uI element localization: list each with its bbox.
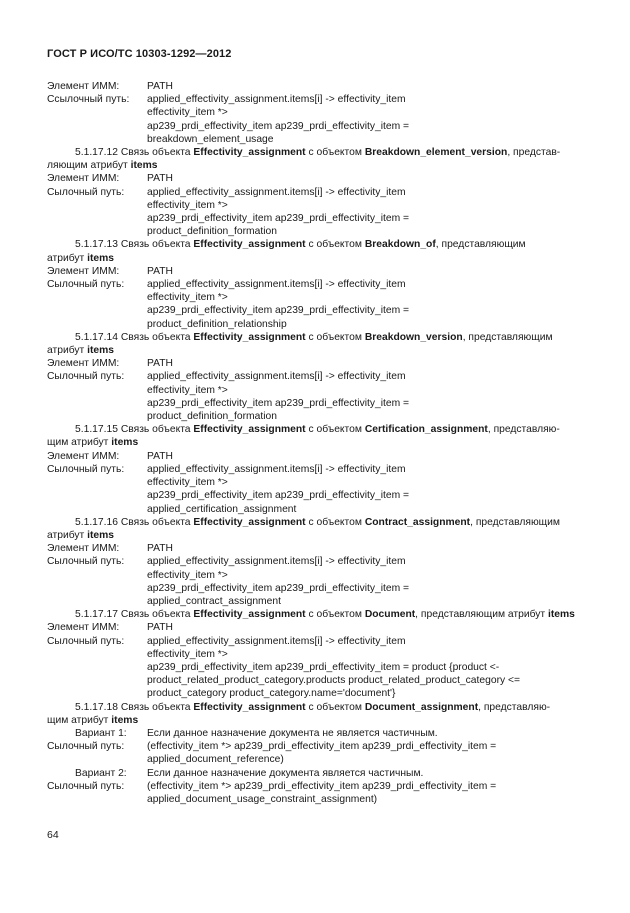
ref-path-row xyxy=(47,93,583,146)
path-line: applied_effectivity_assignment.items[i] -> effectivity_item xyxy=(147,556,406,568)
element-row xyxy=(47,265,583,278)
element-label: Элемент ИММ: xyxy=(47,173,120,185)
path-value: PATH xyxy=(147,265,173,277)
path-line: applied_effectivity_assignment.items[i] -> effectivity_item xyxy=(147,635,406,647)
section-heading-5-1-17-12: 5.1.17.12 Связь объекта Effectivity_assignment с объектом Breakdown_element_version, представ- xyxy=(75,147,561,159)
section-wrap-line: атрибут items xyxy=(47,252,115,264)
path-line: ap239_prdi_effectivity_item ap239_prdi_effectivity_item = xyxy=(147,305,410,317)
section-wrap-line: атрибут items xyxy=(47,345,115,357)
variant1-row xyxy=(47,727,583,740)
variant2-label: Вариант 2: xyxy=(75,767,127,779)
path-line: product_related_product_category.products product_related_product_category <= xyxy=(147,675,521,687)
path-line: applied_effectivity_assignment.items[i] -> effectivity_item xyxy=(147,186,406,198)
path-value: PATH xyxy=(147,173,173,185)
element-row xyxy=(47,80,583,93)
ref-path-label: Сылочный путь: xyxy=(47,186,125,198)
path-value: PATH xyxy=(147,358,173,370)
path-line: applied_effectivity_assignment.items[i] -> effectivity_item xyxy=(147,371,406,383)
section-wrap-line: щим атрибут items xyxy=(47,714,139,726)
variant2-path-row xyxy=(47,780,583,806)
path-line: effectivity_item *> xyxy=(147,292,228,304)
path-line: applied_document_reference) xyxy=(147,754,284,766)
section-wrap-line: атрибут items xyxy=(47,529,115,541)
path-line: applied_document_usage_constraint_assignment) xyxy=(147,793,378,805)
section-wrap-line: щим атрибут items xyxy=(47,437,139,449)
ref-path-row xyxy=(47,186,583,239)
variant1-text: Если данное назначение документа не является частичным. xyxy=(147,727,438,739)
ref-path-label: Сылочный путь: xyxy=(47,635,125,647)
element-row xyxy=(47,542,583,555)
element-label: Элемент ИММ: xyxy=(47,450,120,462)
path-line: (effectivity_item *> ap239_prdi_effectivity_item ap239_prdi_effectivity_item = xyxy=(147,741,497,753)
path-line: ap239_prdi_effectivity_item ap239_prdi_effectivity_item = xyxy=(147,397,410,409)
variant1-label: Вариант 1: xyxy=(75,727,127,739)
path-line: (effectivity_item *> ap239_prdi_effectivity_item ap239_prdi_effectivity_item = xyxy=(147,780,497,792)
path-line: ap239_prdi_effectivity_item ap239_prdi_effectivity_item = product {product <- xyxy=(147,661,500,673)
ref-path-label: Сылочный путь: xyxy=(47,556,125,568)
path-line: effectivity_item *> xyxy=(147,477,228,489)
path-line: ap239_prdi_effectivity_item ap239_prdi_effectivity_item = xyxy=(147,490,410,502)
section-heading-5-1-17-14: 5.1.17.14 Связь объекта Effectivity_assignment с объектом Breakdown_version, представляющим xyxy=(75,331,553,343)
path-line: product_definition_formation xyxy=(147,411,277,423)
element-label: Элемент ИММ: xyxy=(47,81,120,92)
path-line: ap239_prdi_effectivity_item ap239_prdi_effectivity_item = xyxy=(147,582,410,594)
section-heading-5-1-17-18: 5.1.17.18 Связь объекта Effectivity_assignment с объектом Document_assignment, представляю- xyxy=(75,701,551,713)
variant2-row xyxy=(47,767,583,780)
path-line: applied_effectivity_assignment.items[i] -> effectivity_item xyxy=(147,279,406,291)
element-label: Элемент ИММ: xyxy=(47,622,120,634)
element-row xyxy=(47,357,583,370)
ref-path-row xyxy=(47,555,583,608)
element-label: Элемент ИММ: xyxy=(47,358,120,370)
ref-path-label: Сылочный путь: xyxy=(47,371,125,383)
ref-path-row xyxy=(47,635,583,701)
path-line: product_definition_relationship xyxy=(147,318,287,330)
ref-path-label: Ссылочный путь: xyxy=(47,94,130,106)
path-value: PATH xyxy=(147,543,173,555)
element-label: Элемент ИММ: xyxy=(47,265,120,277)
path-line: product_category product_category.name='document'} xyxy=(147,688,396,700)
ref-path-row xyxy=(47,278,583,331)
element-label: Элемент ИММ: xyxy=(47,543,120,555)
section-wrap-line: ляющим атрибут items xyxy=(47,160,158,172)
page-number: 64 xyxy=(47,829,59,841)
element-row xyxy=(47,450,583,463)
ref-path-row xyxy=(47,370,583,423)
path-value: PATH xyxy=(147,81,173,92)
path-line: breakdown_element_usage xyxy=(147,133,274,145)
ref-path-label: Сылочный путь: xyxy=(47,463,125,475)
ref-path-row xyxy=(47,463,583,516)
path-line: applied_effectivity_assignment.items[i] -> effectivity_item xyxy=(147,463,406,475)
page-header: ГОСТ Р ИСО/ТС 10303-1292—2012 xyxy=(47,48,232,60)
path-line: ap239_prdi_effectivity_item ap239_prdi_effectivity_item = xyxy=(147,120,410,132)
ref-path-label: Сылочный путь: xyxy=(47,780,125,792)
section-heading-5-1-17-17: 5.1.17.17 Связь объекта Effectivity_assignment с объектом Document, представляющим атрибут items xyxy=(75,609,575,621)
path-line: effectivity_item *> xyxy=(147,199,228,211)
path-value: PATH xyxy=(147,450,173,462)
section-heading-5-1-17-15: 5.1.17.15 Связь объекта Effectivity_assignment с объектом Certification_assignment, представляю- xyxy=(75,424,560,436)
ref-path-label: Сылочный путь: xyxy=(47,279,125,291)
section-heading-5-1-17-13: 5.1.17.13 Связь объекта Effectivity_assignment с объектом Breakdown_of, представляющим xyxy=(75,239,526,251)
ref-path-lines xyxy=(147,93,583,146)
path-line: applied_contract_assignment xyxy=(147,595,281,607)
path-line: applied_effectivity_assignment.items[i] -> effectivity_item xyxy=(147,94,406,106)
element-row xyxy=(47,172,583,185)
path-line: product_definition_formation xyxy=(147,226,277,238)
document-body xyxy=(47,80,583,806)
variant2-text: Если данное назначение документа является частичным. xyxy=(147,767,424,779)
path-value: PATH xyxy=(147,622,173,634)
variant1-path-row xyxy=(47,740,583,766)
path-line: ap239_prdi_effectivity_item ap239_prdi_effectivity_item = xyxy=(147,213,410,225)
path-line: effectivity_item *> xyxy=(147,648,228,660)
path-line: effectivity_item *> xyxy=(147,569,228,581)
path-line: effectivity_item *> xyxy=(147,107,228,119)
path-line: applied_certification_assignment xyxy=(147,503,297,515)
element-row xyxy=(47,621,583,634)
path-line: effectivity_item *> xyxy=(147,384,228,396)
section-heading-5-1-17-16: 5.1.17.16 Связь объекта Effectivity_assignment с объектом Contract_assignment, представляющим xyxy=(75,516,560,528)
ref-path-label: Сылочный путь: xyxy=(47,741,125,753)
